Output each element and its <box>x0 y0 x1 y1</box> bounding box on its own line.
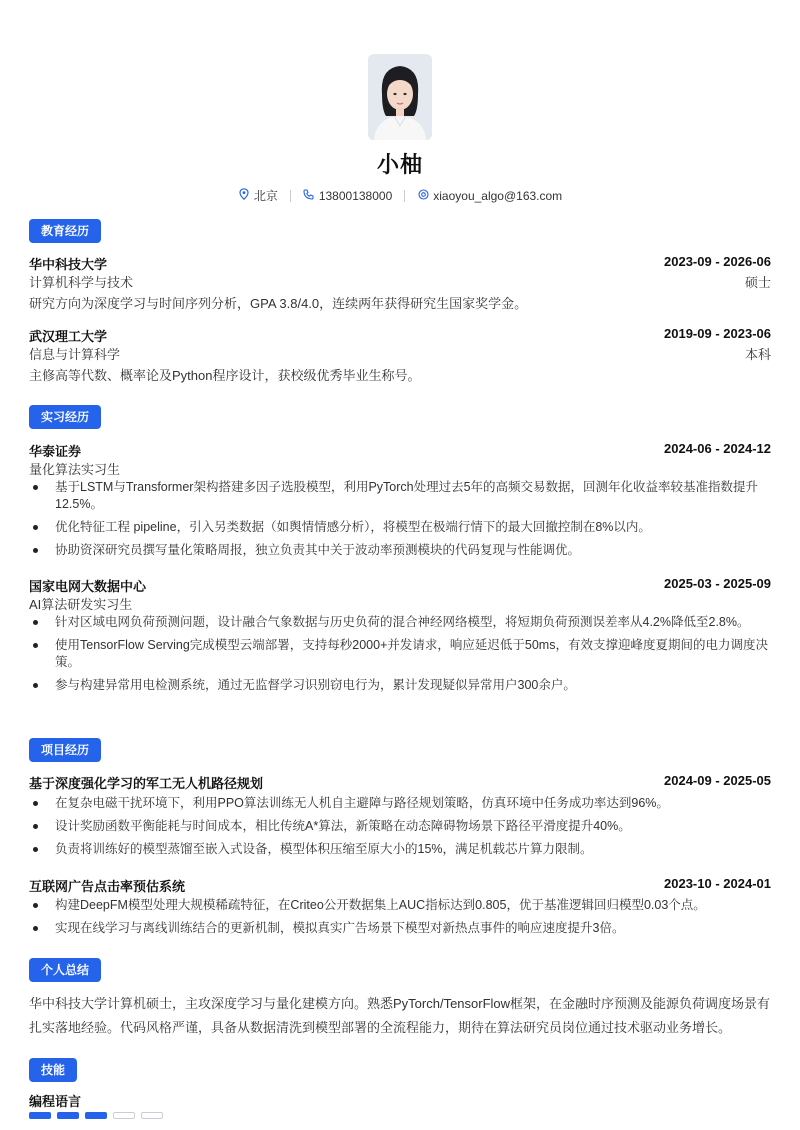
section-internship-title: 实习经历 <box>29 405 101 429</box>
list-item: 优化特征工程 pipeline，引入另类数据（如舆情情感分析），将模型在极端行情下的最大回撤控制在8%以内。 <box>29 519 771 536</box>
portrait-image <box>368 54 432 140</box>
date-range: 2025-03 - 2025-09 <box>664 576 771 591</box>
summary-text: 华中科技大学计算机硕士，主攻深度学习与量化建模方向。熟悉PyTorch/TensorFlow框架，在金融时序预测及能源负荷调度场景有扎实落地经验。代码风格严谨，具备从数据清洗到模型部署的全流程能力，期待在算法研究员岗位通过技术驱动业务增长。 <box>29 996 771 1035</box>
project-bullets <box>29 795 771 864</box>
list-item: 实现在线学习与离线训练结合的更新机制，模拟真实广告场景下模型对新热点事件的响应速度提升3倍。 <box>29 920 771 937</box>
role-row <box>29 594 771 613</box>
major: 计算机科学与技术 <box>29 275 134 290</box>
education-major-row <box>29 344 771 363</box>
list-item: 设计奖励函数平衡能耗与时间成本，相比传统A*算法，新策略在动态障碍物场景下路径平滑度提升40%。 <box>29 818 771 835</box>
divider <box>404 190 405 202</box>
section-education-title: 教育经历 <box>29 219 101 243</box>
phone-text: 13800138000 <box>318 188 393 203</box>
internship-item <box>29 576 771 595</box>
school-name: 武汉理工大学 <box>29 329 108 344</box>
skill-bar-filled <box>57 1112 79 1119</box>
skill-bar-empty <box>141 1112 163 1119</box>
date-range: 2023-10 - 2024-01 <box>664 876 771 891</box>
list-item: 基于LSTM与Transformer架构搭建多因子选股模型，利用PyTorch处理过去5年的高频交易数据，回测年化收益率较基准指数提升12.5%。 <box>29 479 771 513</box>
project-bullets <box>29 897 771 943</box>
divider <box>290 190 291 202</box>
location-pin-icon <box>238 188 250 203</box>
date-range: 2024-09 - 2025-05 <box>664 773 771 788</box>
date-range: 2024-06 - 2024-12 <box>664 441 771 456</box>
list-item: 构建DeepFM模型处理大规模稀疏特征，在Criteo公开数据集上AUC指标达到0.805，优于基准逻辑回归模型0.03个点。 <box>29 897 771 914</box>
degree: 硕士 <box>744 275 771 290</box>
list-item: 使用TensorFlow Serving完成模型云端部署，支持每秒2000+并发请求，响应延迟低于50ms，有效支撑迎峰度夏期间的电力调度决策。 <box>29 637 771 671</box>
project-item <box>29 876 771 895</box>
skill-item <box>29 1091 771 1110</box>
education-desc: 主修高等代数、概率论及Python程序设计，获校级优秀毕业生称号。 <box>29 368 421 383</box>
internship-bullets <box>29 479 771 565</box>
list-item: 参与构建异常用电检测系统，通过无监督学习识别窃电行为，累计发现疑似异常用户300余户。 <box>29 677 771 694</box>
project-title: 互联网广告点击率预估系统 <box>29 879 186 894</box>
section-skills-title: 技能 <box>29 1058 77 1082</box>
skill-bar-empty <box>113 1112 135 1119</box>
location-text: 北京 <box>253 189 278 203</box>
skill-bar-filled <box>85 1112 107 1119</box>
company-name: 国家电网大数据中心 <box>29 579 147 594</box>
school-name: 华中科技大学 <box>29 257 108 272</box>
degree: 本科 <box>744 347 771 362</box>
list-item: 负责将训练好的模型蒸馏至嵌入式设备，模型体积压缩至原大小的15%，满足机载芯片算力限制。 <box>29 841 771 858</box>
education-item <box>29 326 771 345</box>
internship-item <box>29 441 771 460</box>
education-desc: 研究方向为深度学习与时间序列分析，GPA 3.8/4.0，连续两年获得研究生国家奖学金。 <box>29 296 528 311</box>
role-row <box>29 459 771 478</box>
company-name: 华泰证券 <box>29 444 82 459</box>
contact-row <box>0 187 800 204</box>
project-item <box>29 773 771 792</box>
list-item: 针对区域电网负荷预测问题，设计融合气象数据与历史负荷的混合神经网络模型，将短期负荷预测误差率从4.2%降低至2.8%。 <box>29 614 771 631</box>
section-summary-title: 个人总结 <box>29 958 101 982</box>
major: 信息与计算科学 <box>29 347 121 362</box>
role: AI算法研发实习生 <box>29 597 133 612</box>
education-major-row <box>29 272 771 291</box>
skill-name: 编程语言 <box>29 1094 82 1109</box>
section-projects-title: 项目经历 <box>29 738 101 762</box>
skill-level-bars <box>29 1112 163 1119</box>
list-item: 在复杂电磁干扰环境下，利用PPO算法训练无人机自主避障与路径规划策略，仿真环境中任务成功率达到96%。 <box>29 795 771 812</box>
internship-bullets <box>29 614 771 700</box>
phone-icon <box>303 189 315 203</box>
candidate-name: 小柚 <box>376 152 423 177</box>
education-item <box>29 254 771 273</box>
date-range: 2019-09 - 2023-06 <box>664 326 771 341</box>
phone <box>303 189 392 203</box>
role: 量化算法实习生 <box>29 462 121 477</box>
email-icon <box>417 189 429 203</box>
location <box>238 187 278 204</box>
avatar <box>368 54 432 140</box>
project-title: 基于深度强化学习的军工无人机路径规划 <box>29 776 264 791</box>
email[interactable] <box>417 189 562 203</box>
email-text[interactable]: xiaoyou_algo@163.com <box>433 188 563 203</box>
skill-bar-filled <box>29 1112 51 1119</box>
date-range: 2023-09 - 2026-06 <box>664 254 771 269</box>
list-item: 协助资深研究员撰写量化策略周报，独立负责其中关于波动率预测模块的代码复现与性能调优。 <box>29 542 771 559</box>
resume-header <box>0 54 800 204</box>
